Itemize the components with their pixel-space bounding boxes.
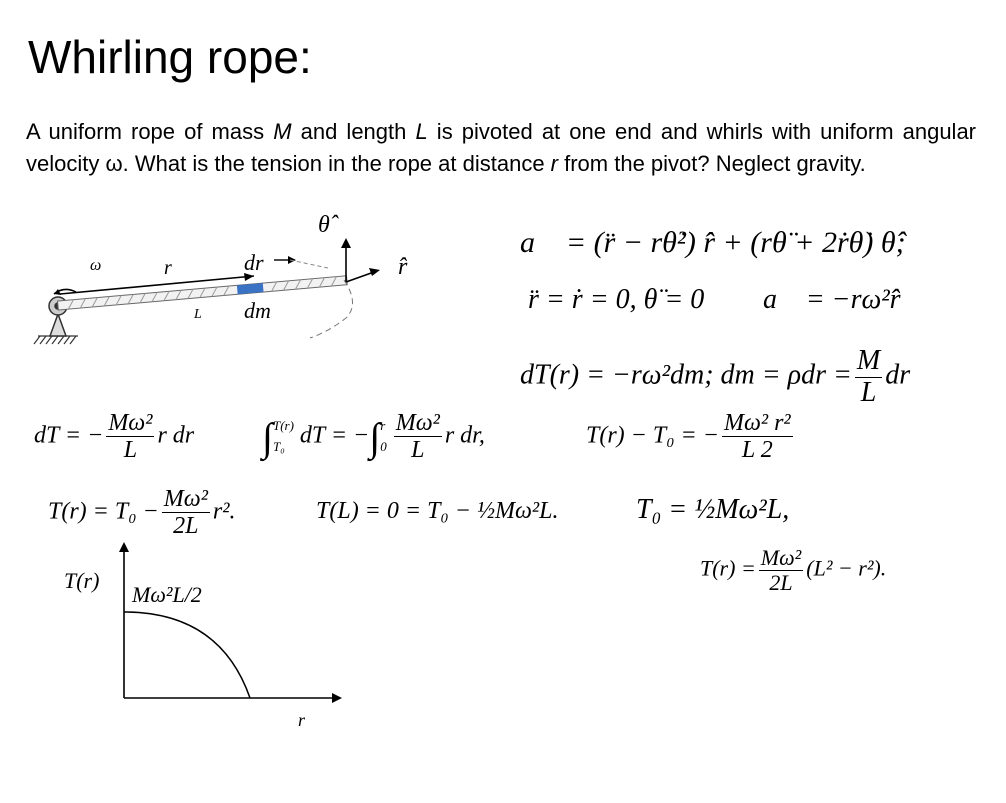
diff-num: Mω² r² — [723, 410, 791, 436]
problem-text-2: and length — [291, 119, 416, 144]
r-hat-vector — [346, 272, 374, 282]
problem-text-3: is pivoted at one end and whirls with uniform angular velocity ω. What is the tension in the rope at distance — [26, 119, 977, 176]
final-tension-eq — [700, 546, 886, 595]
final-lhs: T(r) = — [700, 555, 756, 581]
x-axis-label: r — [298, 710, 306, 730]
tension-plot — [60, 540, 360, 740]
tension-lhs: T(r) = T₀ − — [48, 498, 159, 525]
int-rdr: r dr, — [444, 422, 485, 449]
frac-L: L — [860, 376, 877, 408]
T0-result: T₀ = ½Mω²L, — [636, 494, 790, 525]
dT-num: Mω² — [108, 410, 153, 436]
tension-difference — [586, 410, 796, 464]
frac-M: M — [856, 345, 881, 376]
int-upper: T(r) — [272, 418, 294, 434]
slide-title: Whirling rope: — [28, 31, 312, 83]
int2-upper: r — [380, 418, 386, 434]
int2-lower: 0 — [380, 438, 387, 454]
int-den: L — [411, 437, 425, 464]
int-num: Mω² — [395, 410, 440, 436]
rope-diagram — [28, 210, 428, 360]
acceleration-result-eq: a⃗ = −rω²r̂ — [763, 284, 901, 315]
diff-lhs: T(r) − T₀ = − — [586, 422, 719, 449]
intercept-label: Mω²L/2 — [132, 582, 202, 607]
final-den: 2L — [769, 570, 793, 596]
acceleration-polar-eq: a⃗ = (r̈ − rθ̇²) r̂ + (rθ̈ + 2ṙθ̇) θ̂; — [520, 226, 906, 259]
rotation-arc — [310, 280, 353, 338]
dT-dm-left: dT(r) = −rω²dm; dm = ρdr = — [520, 359, 852, 391]
integral-expression: ∫ T(r) T₀ dT = −∫ r 0 $\frac{\text{Mω²}}{L}$ r dr, — [262, 410, 485, 464]
L-label: L — [194, 307, 202, 322]
r-label: r — [164, 257, 172, 279]
final-num: Mω² — [760, 545, 802, 570]
r-hat-label: r̂ — [398, 254, 408, 280]
var-L: L — [415, 119, 428, 144]
problem-statement — [26, 116, 976, 180]
omega-label: ω — [90, 257, 102, 274]
tension-general — [48, 486, 235, 540]
dT-den: L — [123, 437, 138, 464]
tension-tail: r². — [212, 498, 236, 525]
problem-text-1: A uniform rope of mass — [26, 119, 274, 144]
var-r: r — [550, 151, 558, 176]
tension-num: Mω² — [163, 486, 208, 512]
dT-expression — [34, 410, 194, 464]
tension-den: 2L — [173, 513, 199, 540]
diff-den: L 2 — [741, 437, 773, 464]
dT-lhs: dT = − — [34, 422, 104, 449]
int-lower: T₀ — [272, 438, 285, 454]
boundary-condition: T(L) = 0 = T₀ − ½Mω²L. — [316, 498, 559, 524]
int-mid: dT = − — [299, 422, 370, 449]
dr-label: dr — [244, 250, 264, 275]
dT-rdr: r dr — [157, 422, 195, 449]
problem-text-4: from the pivot? Neglect gravity. — [558, 151, 866, 176]
dT-dm-eq — [520, 346, 910, 409]
dm-label: dm — [244, 298, 271, 323]
theta-hat-label: θ̂ — [318, 212, 330, 238]
tension-curve — [124, 612, 250, 698]
var-M: M — [273, 119, 292, 144]
dT-dm-right: dr — [885, 359, 911, 391]
final-rhs: (L² − r²). — [806, 555, 887, 581]
zero-derivatives-eq: r̈ = ṙ = 0, θ̈ = 0 — [528, 284, 705, 315]
y-axis-label: T(r) — [64, 568, 100, 593]
ground-hatch — [34, 336, 78, 344]
